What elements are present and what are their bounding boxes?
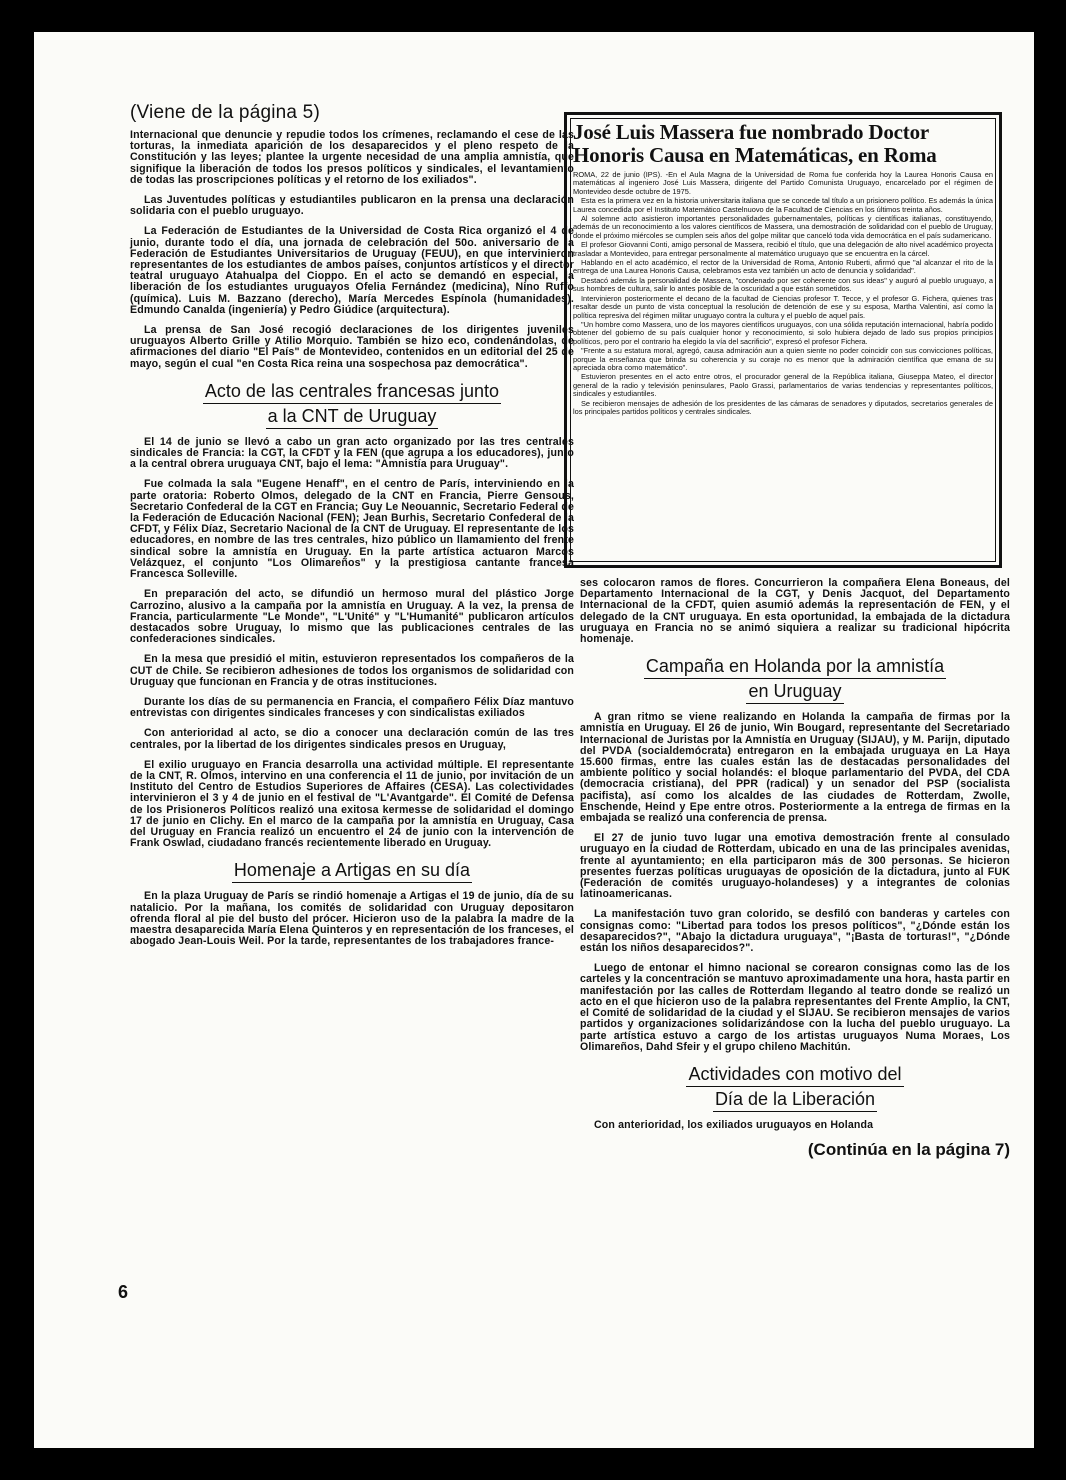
article-paragraph: El 27 de junio tuvo lugar una emotiva demostración frente al consulado uruguayo en la ciudad de Rotterdam, ubicado en una de las principales avenidas, frente al ayuntamiento; en ella participaron más de 300 personas. Se hicieron presentes fuerzas políticas uruguayas de oposición de la dictadura, junto al FUK (Federación de comités uruguayo-holandeses) y a integrantes de colonias latinoamericanas. [580, 832, 1010, 901]
article-paragraph: Con anterioridad al acto, se dio a conocer una declaración común de las tres centrales, por la libertad de los dirigentes sindicales presos en Uruguay, [130, 727, 574, 751]
box-paragraph: Esta es la primera vez en la historia universitaria italiana que se concede tal título a un prisionero político. Es además la única Laurea concedida por el Instituto Matemático Castelnuovo de la Facultad de Ciencias en los últimos treinta años. [573, 196, 993, 214]
box-headline [573, 121, 993, 167]
section-heading-artigas [130, 858, 574, 883]
article-paragraph: Luego de entonar el himno nacional se corearon consignas como las de los carteles y la concentración se mantuvo aproximadamente una hora, hasta partir en manifestación por las calles de Rotterdam llegando al teatro donde se realizó un acto en el que hicieron uso de la palabra representantes del Frente Amplio, la CNT, el Comité de solidaridad de la ciudad y el SIJAU. Se recibieron mensajes de varios partidos y organizaciones solidarizándose con la lucha del pueblo uruguayo. La parte artística estuvo a cargo de los artistas uruguayos Numa Moraes, Los Olimareños, Dahd Sfeir y el grupo chileno Machitún. [580, 962, 1011, 1053]
section-heading-liberation-day [580, 1062, 1010, 1112]
box-headline-line: José Luis Massera fue nombrado Doctor [573, 120, 929, 144]
article-paragraph: Las Juventudes políticas y estudiantiles publicaron en la prensa una declaración solidaria con el pueblo uruguayo. [130, 194, 574, 218]
section-heading-line: Homenaje a Artigas en su día [232, 858, 472, 883]
box-paragraph: Destacó además la personalidad de Massera, "condenado por ser coherente con sus ideas" y auguró al pueblo uruguayo, a sus hombres de cultura, salir lo antes posible de la oscuridad a que están sometidos. [573, 275, 993, 294]
continued-from-label: (Viene de la página 5) [130, 102, 320, 123]
article-paragraph: ses colocaron ramos de flores. Concurrieron la compañera Elena Boneaus, del Departamento Internacional de la CGT, y Denis Jacquot, del Departamento Internacional de la CFDT, quien asumió además la representación de FEN, y el delegado de la CNT uruguaya. En esta oportunidad, la embajada de la dictadura uruguaya en Francia no se animó siquiera a realizar su tradicional hipócrita homenaje. [580, 577, 1010, 646]
box-paragraph: Intervinieron posteriormente el decano de la facultad de Ciencias profesor T. Tecce, y el profesor G. Fichera, quienes tras resaltar desde un punto de vista conceptual la resolución de detención de ese y su esposa, Martha Valentini, así como la política represiva del régimen militar uruguayo contra la cultura y el pueblo de aquel país. [573, 293, 993, 320]
article-paragraph: Fue colmada la sala "Eugene Henaff", en el centro de París, interviniendo en la parte oratoria: Roberto Olmos, delegado de la CNT en Francia, Pierre Gensous, Secretario Confederal de la CGT en Francia; Guy Le Neouannic, Secretario Federal de la Federación de Educación Nacional (FEN); Jean Burhis, Secretario Confederal de la CFDT, y Félix Díaz, Secretario Nacional de la CNT de Uruguay. El representante de los educadores, en nombre de las tres centrales, hizo público un llamamiento del frente sindical sobre la amnistía en Uruguay. En la parte artística actuaron Marcos Velázquez, el conjunto "Los Olimareños" y la prestigiosa cantante francesa Francesca Solleville. [130, 478, 574, 581]
section-heading-line: Día de la Liberación [713, 1087, 877, 1112]
newspaper-page [34, 32, 1034, 1448]
article-paragraph: La prensa de San José recogió declaraciones de los dirigentes juveniles uruguayos Alberto Grille y Atilio Morquio. También se hizo eco, condenándolas, de afirmaciones del diario "El País" de Montevideo, contenidos en un editorial del 25 de mayo, según el cual "en Costa Rica reina una sospechosa paz democrática". [130, 324, 574, 370]
section-heading-holland [580, 654, 1010, 704]
right-column [580, 578, 1010, 1160]
box-paragraph: "Un hombre como Massera, uno de los mayores científicos uruguayos, con una sólida reputación internacional, habría podido obtener del gobierno de su país cualquier honor y reconocimiento, si solo hubiera dejado de lado sus propios principios políticos, pero por el contrario ha elegido la vía del sacrificio", expresó el profesor Fichera. [573, 319, 993, 346]
article-paragraph: En la mesa que presidió el mitin, estuvieron representados los compañeros de la CUT de Chile. Se recibieron adhesiones de todos los organismos de solidaridad con Uruguay que funcionan en Francia y de otras instituciones. [130, 653, 574, 688]
box-paragraph: Al solemne acto asistieron importantes personalidades gubernamentales, políticas y científicas italianas, constituyendo, además de un reconocimiento a los valores científicos de Massera, una demostración de solidaridad con el pueblo de Uruguay, donde el próximo miércoles se cumplen seis años del golpe militar que canceló toda vida democrática en el país sudamericano. [573, 214, 993, 240]
article-paragraph: Durante los días de su permanencia en Francia, el compañero Félix Díaz mantuvo entrevistas con dirigentes sindicales franceses y con sindicalistas exiliados [130, 695, 574, 720]
section-heading-line: Acto de las centrales francesas junto [203, 379, 501, 404]
continues-on-label: (Continúa en la página 7) [807, 1140, 1010, 1160]
box-paragraph: El profesor Giovanni Conti, amigo personal de Massera, recibió el título, que una delegación de alto nivel académico proyecta trasladar a Montevideo, para entregar personalmente al matemático uruguayo que se encuentra en la cárcel. [573, 240, 993, 258]
article-paragraph: Con anterioridad, los exiliados uruguayos en Holanda [594, 1118, 874, 1131]
box-paragraph: ROMA, 22 de junio (IPS). -En el Aula Magna de la Universidad de Roma fue conferida hoy la Laurea Honoris Causa en matemáticas al ingeniero José Luis Massera, dirigente del Partido Comunista Uruguayo, encarcelado por el régimen de Montevideo desde octubre de 1975. [573, 170, 993, 196]
article-paragraph: El exilio uruguayo en Francia desarrolla una actividad múltiple. El representante de la CNT, R. Olmos, intervino en una conferencia el 11 de junio, por invitación de un Instituto del Centro de Estudios Superiores de Affaires (CESA). Las colectividades intervinieron el 3 y 4 de junio en el festival de "L'Avantgarde". El Comité de Defensa de los Prisioneros Políticos realizó una exitosa kermesse de solidaridad el domingo 17 de junio en Clichy. En el marco de la campaña por la amnistía en Uruguay, Casa del Uruguay en Francia realizó un encuentro el 24 de junio con la intervención de Frank Oswlad, ciudadano francés recientemente liberado en Uruguay. [130, 758, 574, 850]
section-heading-line: Actividades con motivo del [686, 1062, 903, 1087]
box-paragraph: Se recibieron mensajes de adhesión de los presidentes de las cámaras de senadores y diputados, secretarios generales de los principales partidos políticos y centrales sindicales. [573, 398, 993, 416]
section-heading-line: en Uruguay [746, 679, 843, 704]
left-column [130, 102, 574, 956]
box-paragraph: Hablando en el acto académico, el rector de la Universidad de Roma, Antonio Ruberti, afirmó que "al alcanzar el rito de la entrega de una Laurea Honoris Causa, celebramos esta vez también un acto de denuncia y solidaridad". [573, 258, 993, 276]
box-paragraph: "Frente a su estatura moral, agregó, causa admiración aun a quien siente no poder coincidir con sus convicciones políticas, porque la enseñanza que brinda su coherencia y su coraje no es menor que la admiración científica que emana de su apreciada obra como matemático". [573, 346, 993, 372]
article-paragraph: Internacional que denuncie y repudie todos los crímenes, reclamando el cese de las torturas, la inmediata aparición de los desaparecidos y el pleno respeto de la Constitución y las leyes; plantee la urgente necesidad de una amplia amnistía, que signifique la liberación de todos los presos políticos y sindicales, el levantamiento de todas las proscripciones políticas y el retorno de los exiliados". [130, 129, 574, 186]
article-paragraph: La Federación de Estudiantes de la Universidad de Costa Rica organizó el 4 de junio, durante todo el día, una jornada de celebración del 50o. aniversario de la Federación de Estudiantes Universitarios de Uruguay (FEUU), en que intervinieron representantes de los estudiantes de ambos países, conjuntos artísticos y el director teatral uruguayo Atahualpa del Cioppo. En el acto se demandó en especial, la liberación de los estudiantes uruguayos Ofelia Fernández (medicina), Nino Ruffo (química). Luis M. Bazzano (derecho), María Mercedes Espínola (humanidades). Edmundo Canalda (ingeniería) y Pedro Giúdice (arquitectura). [130, 225, 574, 316]
article-paragraph: La manifestación tuvo gran colorido, se desfiló con banderas y carteles con consignas como: "Libertad para todos los presos políticos", "¿Dónde están los desaparecidos?", "Abajo la dictadura uruguaya", "¡Basta de torturas!", "¿Dónde están los niños desaparecidos?". [580, 908, 1010, 955]
box-headline-line: Honoris Causa en Matemáticas, en Roma [573, 143, 937, 167]
massera-boxed-article [564, 112, 1002, 568]
article-paragraph: El 14 de junio se llevó a cabo un gran acto organizado por las tres centrales sindicales de Francia: la CGT, la CFDT y la FEN (que agrupa a los educadores), junto a la central obrera uruguaya CNT, bajo el lema: "Amnistía para Uruguay". [130, 435, 574, 471]
article-paragraph: En la plaza Uruguay de París se rindió homenaje a Artigas el 19 de junio, día de su natalicio. Por la mañana, los comités de solidaridad con Uruguay depositaron ofrenda floral al pie del busto del prócer. Hicieron uso de la palabra la madre de la maestra desaparecida María Elena Quinteros y en representación de los franceses, el abogado Jean-Louis Weil. Por la tarde, representantes de los trabajadores france- [130, 890, 574, 948]
section-heading-french-unions [130, 379, 574, 429]
page-number: 6 [118, 1282, 129, 1302]
article-paragraph: A gran ritmo se viene realizando en Holanda la campaña de firmas por la amnistía en Uruguay. El 26 de junio, Win Bougard, representante del Secretariado Internacional de Juristas por la Amnistía en Uruguay (SIJAU), y M. Parijn, diputado del PVDA (socialdemócrata) entregaron en la embajada uruguaya en La Haya 15.600 firmas, entre las cuales están las de destacadas personalidades del ambiente político y social holandés: el bloque parlamentario del PVDA, del CDA (democracia cristiana), del PPR (radical) y un senador del PSP (socialista pacifista), así como los alcaldes de las ciudades de Rotterdam, Zwolle, Enschende, Heind y Epe entre otros. Posteriormente a la entrega de firmas en la embajada se realizó una conferencia de prensa. [580, 711, 1010, 825]
section-heading-line: a la CNT de Uruguay [266, 404, 439, 429]
box-paragraph: Estuvieron presentes en el acto entre otros, el procurador general de la República italiana, Giuseppa Mateo, el director general de la radio y televisión peninsulares, Paolo Grassi, parlamentarios de varias tendencias y representantes políticos, sindicales y estudiantiles. [573, 372, 993, 399]
section-heading-line: Campaña en Holanda por la amnistía [644, 654, 946, 679]
article-paragraph: En preparación del acto, se difundió un hermoso mural del plástico Jorge Carrozino, alusivo a la campaña por la amnistía en Uruguay. A la vez, la prensa de Francia, particularmente "Le Monde", "L'Unité" y "L'Humanité" publicaron artículos destacados sobre Uruguay, lo mismo que las publicaciones centrales de las confederaciones sindicales. [130, 588, 574, 646]
